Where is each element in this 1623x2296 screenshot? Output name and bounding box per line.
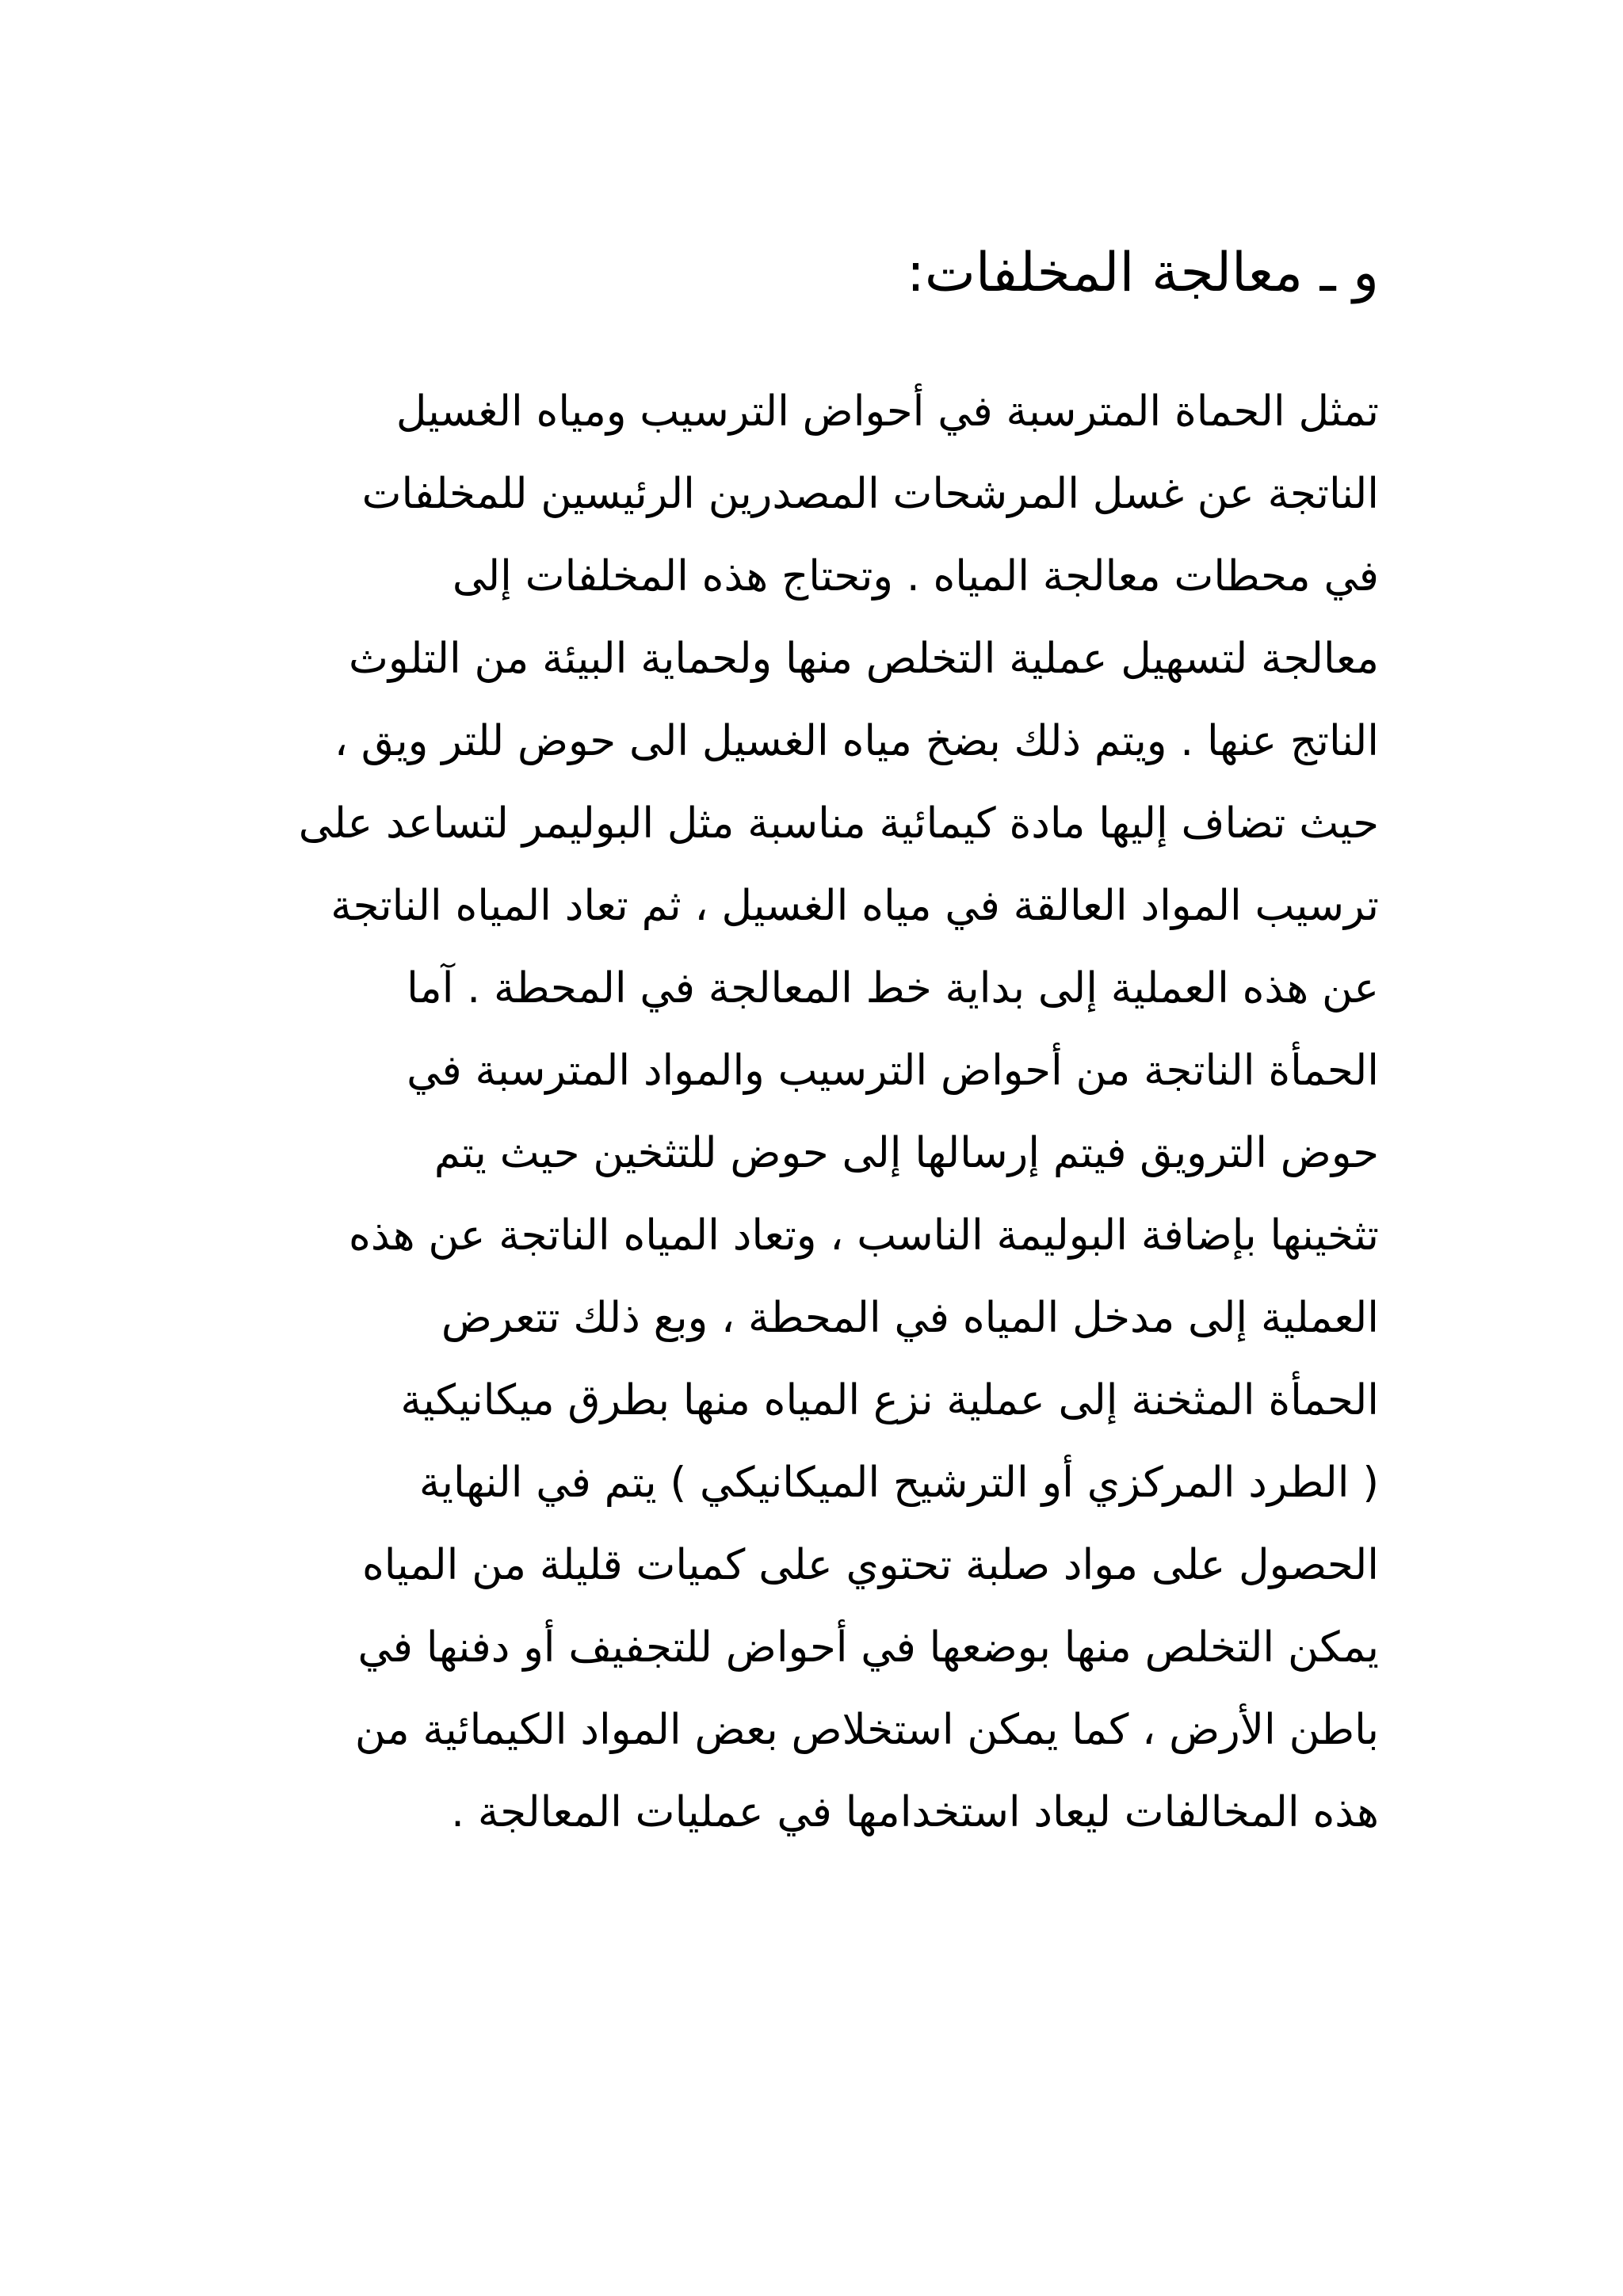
text-line: حيث تضاف إليها مادة كيمائية مناسبة مثل البوليمر لتساعد على: [298, 799, 1379, 848]
text-line: الحمأة الناتجة من أحواض الترسيب والمواد المترسبة في: [407, 1047, 1379, 1095]
text-line: تمثل الحماة المترسبة في أحواض الترسيب ومياه الغسيل: [395, 387, 1379, 436]
text-line: باطن الأرض ، كما يمكن استخلاص بعض المواد الكيمائية من: [354, 1706, 1379, 1754]
text-line: الحمأة المثخنة إلى عملية نزع المياه منها بطرق ميكانيكية: [400, 1376, 1379, 1425]
text-line: العملية إلى مدخل المياه في المحطة ، وبع ذلك تتعرض: [441, 1294, 1379, 1342]
text-line: ترسيب المواد العالقة في مياه الغسيل ، ثم تعاد المياه الناتجة: [330, 882, 1379, 930]
text-line: يمكن التخلص منها بوضعها في أحواض للتجفيف أو دفنها في: [357, 1623, 1379, 1672]
text-line: هذه المخالفات ليعاد استخدامها في عمليات المعالجة .: [451, 1788, 1379, 1836]
body-text: [246, 371, 1379, 1854]
text-line: حوض الترويق فيتم إرسالها إلى حوض للتثخين حيث يتم: [433, 1129, 1379, 1177]
text-line: الحصول على مواد صلبة تحتوي على كميات قليلة من المياه: [361, 1541, 1379, 1589]
section-heading: و ـ معالجة المخلفات:: [907, 242, 1379, 304]
text-line: الناتجة عن غسل المرشحات المصدرين الرئيسين للمخلفات: [361, 470, 1379, 518]
text-line: تثخينها بإضافة البوليمة الناسب ، وتعاد المياه الناتجة عن هذه: [349, 1211, 1379, 1260]
text-line: في محطات معالجة المياه . وتحتاج هذه المخلفات إلى: [452, 552, 1379, 601]
text-line: الناتج عنها . ويتم ذلك بضخ مياه الغسيل الى حوض للتر ويق ،: [334, 717, 1379, 765]
text-line: معالجة لتسهيل عملية التخلص منها ولحماية البيئة من التلوث: [349, 635, 1379, 683]
text-line: عن هذه العملية إلى بداية خط المعالجة في المحطة . آما: [407, 964, 1379, 1013]
text-line: ( الطرد المركزي أو الترشيح الميكانيكي ) يتم في النهاية: [418, 1459, 1379, 1507]
